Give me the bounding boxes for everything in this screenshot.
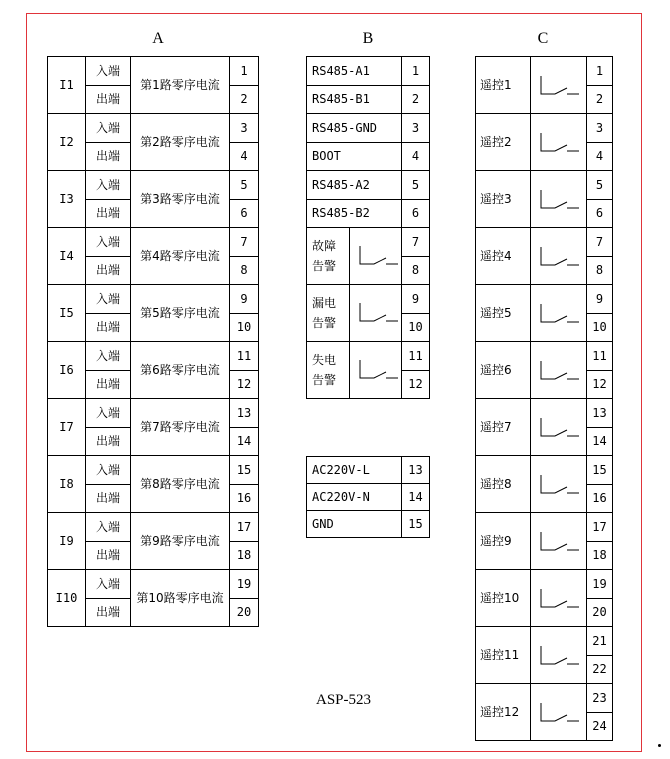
terminal-number: 22 (586, 655, 613, 685)
trailing-dot (658, 744, 661, 747)
relay-contact-icon (539, 588, 581, 610)
power-label: AC220V-L (306, 456, 402, 484)
terminal-number: 14 (586, 427, 613, 457)
terminal-number: 17 (229, 512, 259, 542)
in-terminal-label: 入端 (85, 341, 131, 371)
channel-description: 第2路零序电流 (130, 113, 230, 171)
terminal-number: 9 (586, 284, 613, 314)
remote-control-label: 遥控9 (475, 512, 531, 570)
channel-id: I4 (47, 227, 86, 285)
signal-label: RS485-B2 (306, 199, 402, 229)
in-terminal-label: 入端 (85, 284, 131, 314)
out-terminal-label: 出端 (85, 427, 131, 457)
relay-contact-icon (358, 302, 400, 324)
remote-control-label: 遥控12 (475, 683, 531, 741)
terminal-number: 8 (401, 256, 430, 286)
terminal-number: 6 (229, 199, 259, 229)
in-terminal-label: 入端 (85, 398, 131, 428)
power-label: AC220V-N (306, 483, 402, 511)
in-terminal-label: 入端 (85, 113, 131, 143)
terminal-number: 6 (401, 199, 430, 229)
model-label: ASP-523 (316, 692, 372, 708)
terminal-number: 15 (401, 510, 430, 538)
terminal-number: 2 (229, 85, 259, 115)
terminal-number: 20 (229, 598, 259, 628)
terminal-number: 7 (401, 227, 430, 257)
relay-contact-icon (539, 360, 581, 382)
channel-id: I9 (47, 512, 86, 570)
relay-contact-icon (539, 303, 581, 325)
out-terminal-label: 出端 (85, 541, 131, 571)
terminal-number: 23 (586, 683, 613, 713)
remote-control-label: 遥控7 (475, 398, 531, 456)
terminal-number: 16 (229, 484, 259, 514)
channel-description: 第5路零序电流 (130, 284, 230, 342)
terminal-number: 19 (586, 569, 613, 599)
terminal-number: 20 (586, 598, 613, 628)
terminal-number: 4 (586, 142, 613, 172)
terminal-number: 17 (586, 512, 613, 542)
terminal-number: 2 (401, 85, 430, 115)
section-b-title: B (362, 30, 374, 47)
remote-control-label: 遥控2 (475, 113, 531, 171)
terminal-number: 5 (229, 170, 259, 200)
out-terminal-label: 出端 (85, 256, 131, 286)
out-terminal-label: 出端 (85, 484, 131, 514)
terminal-number: 14 (401, 483, 430, 511)
channel-description: 第8路零序电流 (130, 455, 230, 513)
terminal-number: 13 (401, 456, 430, 484)
remote-control-label: 遥控1 (475, 56, 531, 114)
in-terminal-label: 入端 (85, 227, 131, 257)
terminal-number: 3 (401, 113, 430, 143)
channel-id: I6 (47, 341, 86, 399)
terminal-number: 5 (586, 170, 613, 200)
terminal-number: 11 (229, 341, 259, 371)
signal-label: RS485-A1 (306, 56, 402, 86)
channel-description: 第7路零序电流 (130, 398, 230, 456)
signal-label: RS485-A2 (306, 170, 402, 200)
channel-description: 第10路零序电流 (130, 569, 230, 627)
terminal-number: 1 (401, 56, 430, 86)
channel-id: I2 (47, 113, 86, 171)
terminal-number: 24 (586, 712, 613, 742)
terminal-number: 13 (586, 398, 613, 428)
power-label: GND (306, 510, 402, 538)
terminal-number: 2 (586, 85, 613, 115)
in-terminal-label: 入端 (85, 56, 131, 86)
terminal-number: 14 (229, 427, 259, 457)
out-terminal-label: 出端 (85, 370, 131, 400)
section-a-title: A (152, 30, 164, 47)
remote-control-label: 遥控4 (475, 227, 531, 285)
relay-label (306, 284, 350, 342)
relay-contact-icon (539, 531, 581, 553)
relay-label-line2: 告警 (312, 259, 337, 273)
remote-control-label: 遥控6 (475, 341, 531, 399)
relay-label (306, 341, 350, 399)
in-terminal-label: 入端 (85, 512, 131, 542)
remote-control-label: 遥控3 (475, 170, 531, 228)
terminal-number: 8 (229, 256, 259, 286)
terminal-number: 10 (229, 313, 259, 343)
channel-description: 第6路零序电流 (130, 341, 230, 399)
section-c-title: C (537, 30, 549, 47)
out-terminal-label: 出端 (85, 313, 131, 343)
terminal-number: 12 (586, 370, 613, 400)
terminal-number: 5 (401, 170, 430, 200)
terminal-number: 16 (586, 484, 613, 514)
channel-id: I3 (47, 170, 86, 228)
remote-control-label: 遥控5 (475, 284, 531, 342)
terminal-number: 10 (586, 313, 613, 343)
terminal-number: 7 (586, 227, 613, 257)
in-terminal-label: 入端 (85, 455, 131, 485)
signal-label: RS485-GND (306, 113, 402, 143)
relay-label-line1: 失电 (312, 352, 337, 367)
terminal-number: 19 (229, 569, 259, 599)
terminal-number: 12 (229, 370, 259, 400)
channel-id: I8 (47, 455, 86, 513)
relay-contact-icon (358, 245, 400, 267)
out-terminal-label: 出端 (85, 142, 131, 172)
in-terminal-label: 入端 (85, 569, 131, 599)
relay-label-line1: 漏电 (312, 295, 337, 310)
relay-label-line2: 告警 (312, 373, 337, 387)
remote-control-label: 遥控8 (475, 455, 531, 513)
channel-id: I5 (47, 284, 86, 342)
terminal-number: 7 (229, 227, 259, 257)
out-terminal-label: 出端 (85, 598, 131, 628)
terminal-number: 1 (586, 56, 613, 86)
terminal-number: 10 (401, 313, 430, 343)
terminal-number: 11 (401, 341, 430, 371)
relay-label-line1: 故障 (312, 238, 337, 253)
terminal-number: 4 (229, 142, 259, 172)
channel-id: I1 (47, 56, 86, 114)
remote-control-label: 遥控11 (475, 626, 531, 684)
relay-contact-icon (539, 417, 581, 439)
channel-description: 第4路零序电流 (130, 227, 230, 285)
terminal-number: 18 (229, 541, 259, 571)
relay-contact-icon (358, 359, 400, 381)
terminal-number: 9 (401, 284, 430, 314)
terminal-number: 9 (229, 284, 259, 314)
relay-label-line2: 告警 (312, 316, 337, 330)
terminal-number: 18 (586, 541, 613, 571)
signal-label: BOOT (306, 142, 402, 172)
terminal-number: 15 (229, 455, 259, 485)
terminal-number: 21 (586, 626, 613, 656)
terminal-number: 13 (229, 398, 259, 428)
terminal-number: 6 (586, 199, 613, 229)
terminal-number: 15 (586, 455, 613, 485)
out-terminal-label: 出端 (85, 85, 131, 115)
terminal-number: 8 (586, 256, 613, 286)
relay-contact-icon (539, 189, 581, 211)
channel-description: 第9路零序电流 (130, 512, 230, 570)
relay-contact-icon (539, 75, 581, 97)
relay-contact-icon (539, 246, 581, 268)
relay-contact-icon (539, 132, 581, 154)
channel-description: 第1路零序电流 (130, 56, 230, 114)
out-terminal-label: 出端 (85, 199, 131, 229)
terminal-number: 1 (229, 56, 259, 86)
in-terminal-label: 入端 (85, 170, 131, 200)
relay-contact-icon (539, 645, 581, 667)
terminal-number: 12 (401, 370, 430, 400)
remote-control-label: 遥控10 (475, 569, 531, 627)
channel-id: I10 (47, 569, 86, 627)
channel-id: I7 (47, 398, 86, 456)
terminal-number: 4 (401, 142, 430, 172)
terminal-number: 3 (229, 113, 259, 143)
terminal-number: 3 (586, 113, 613, 143)
signal-label: RS485-B1 (306, 85, 402, 115)
channel-description: 第3路零序电流 (130, 170, 230, 228)
relay-contact-icon (539, 702, 581, 724)
relay-label (306, 227, 350, 285)
terminal-number: 11 (586, 341, 613, 371)
relay-contact-icon (539, 474, 581, 496)
